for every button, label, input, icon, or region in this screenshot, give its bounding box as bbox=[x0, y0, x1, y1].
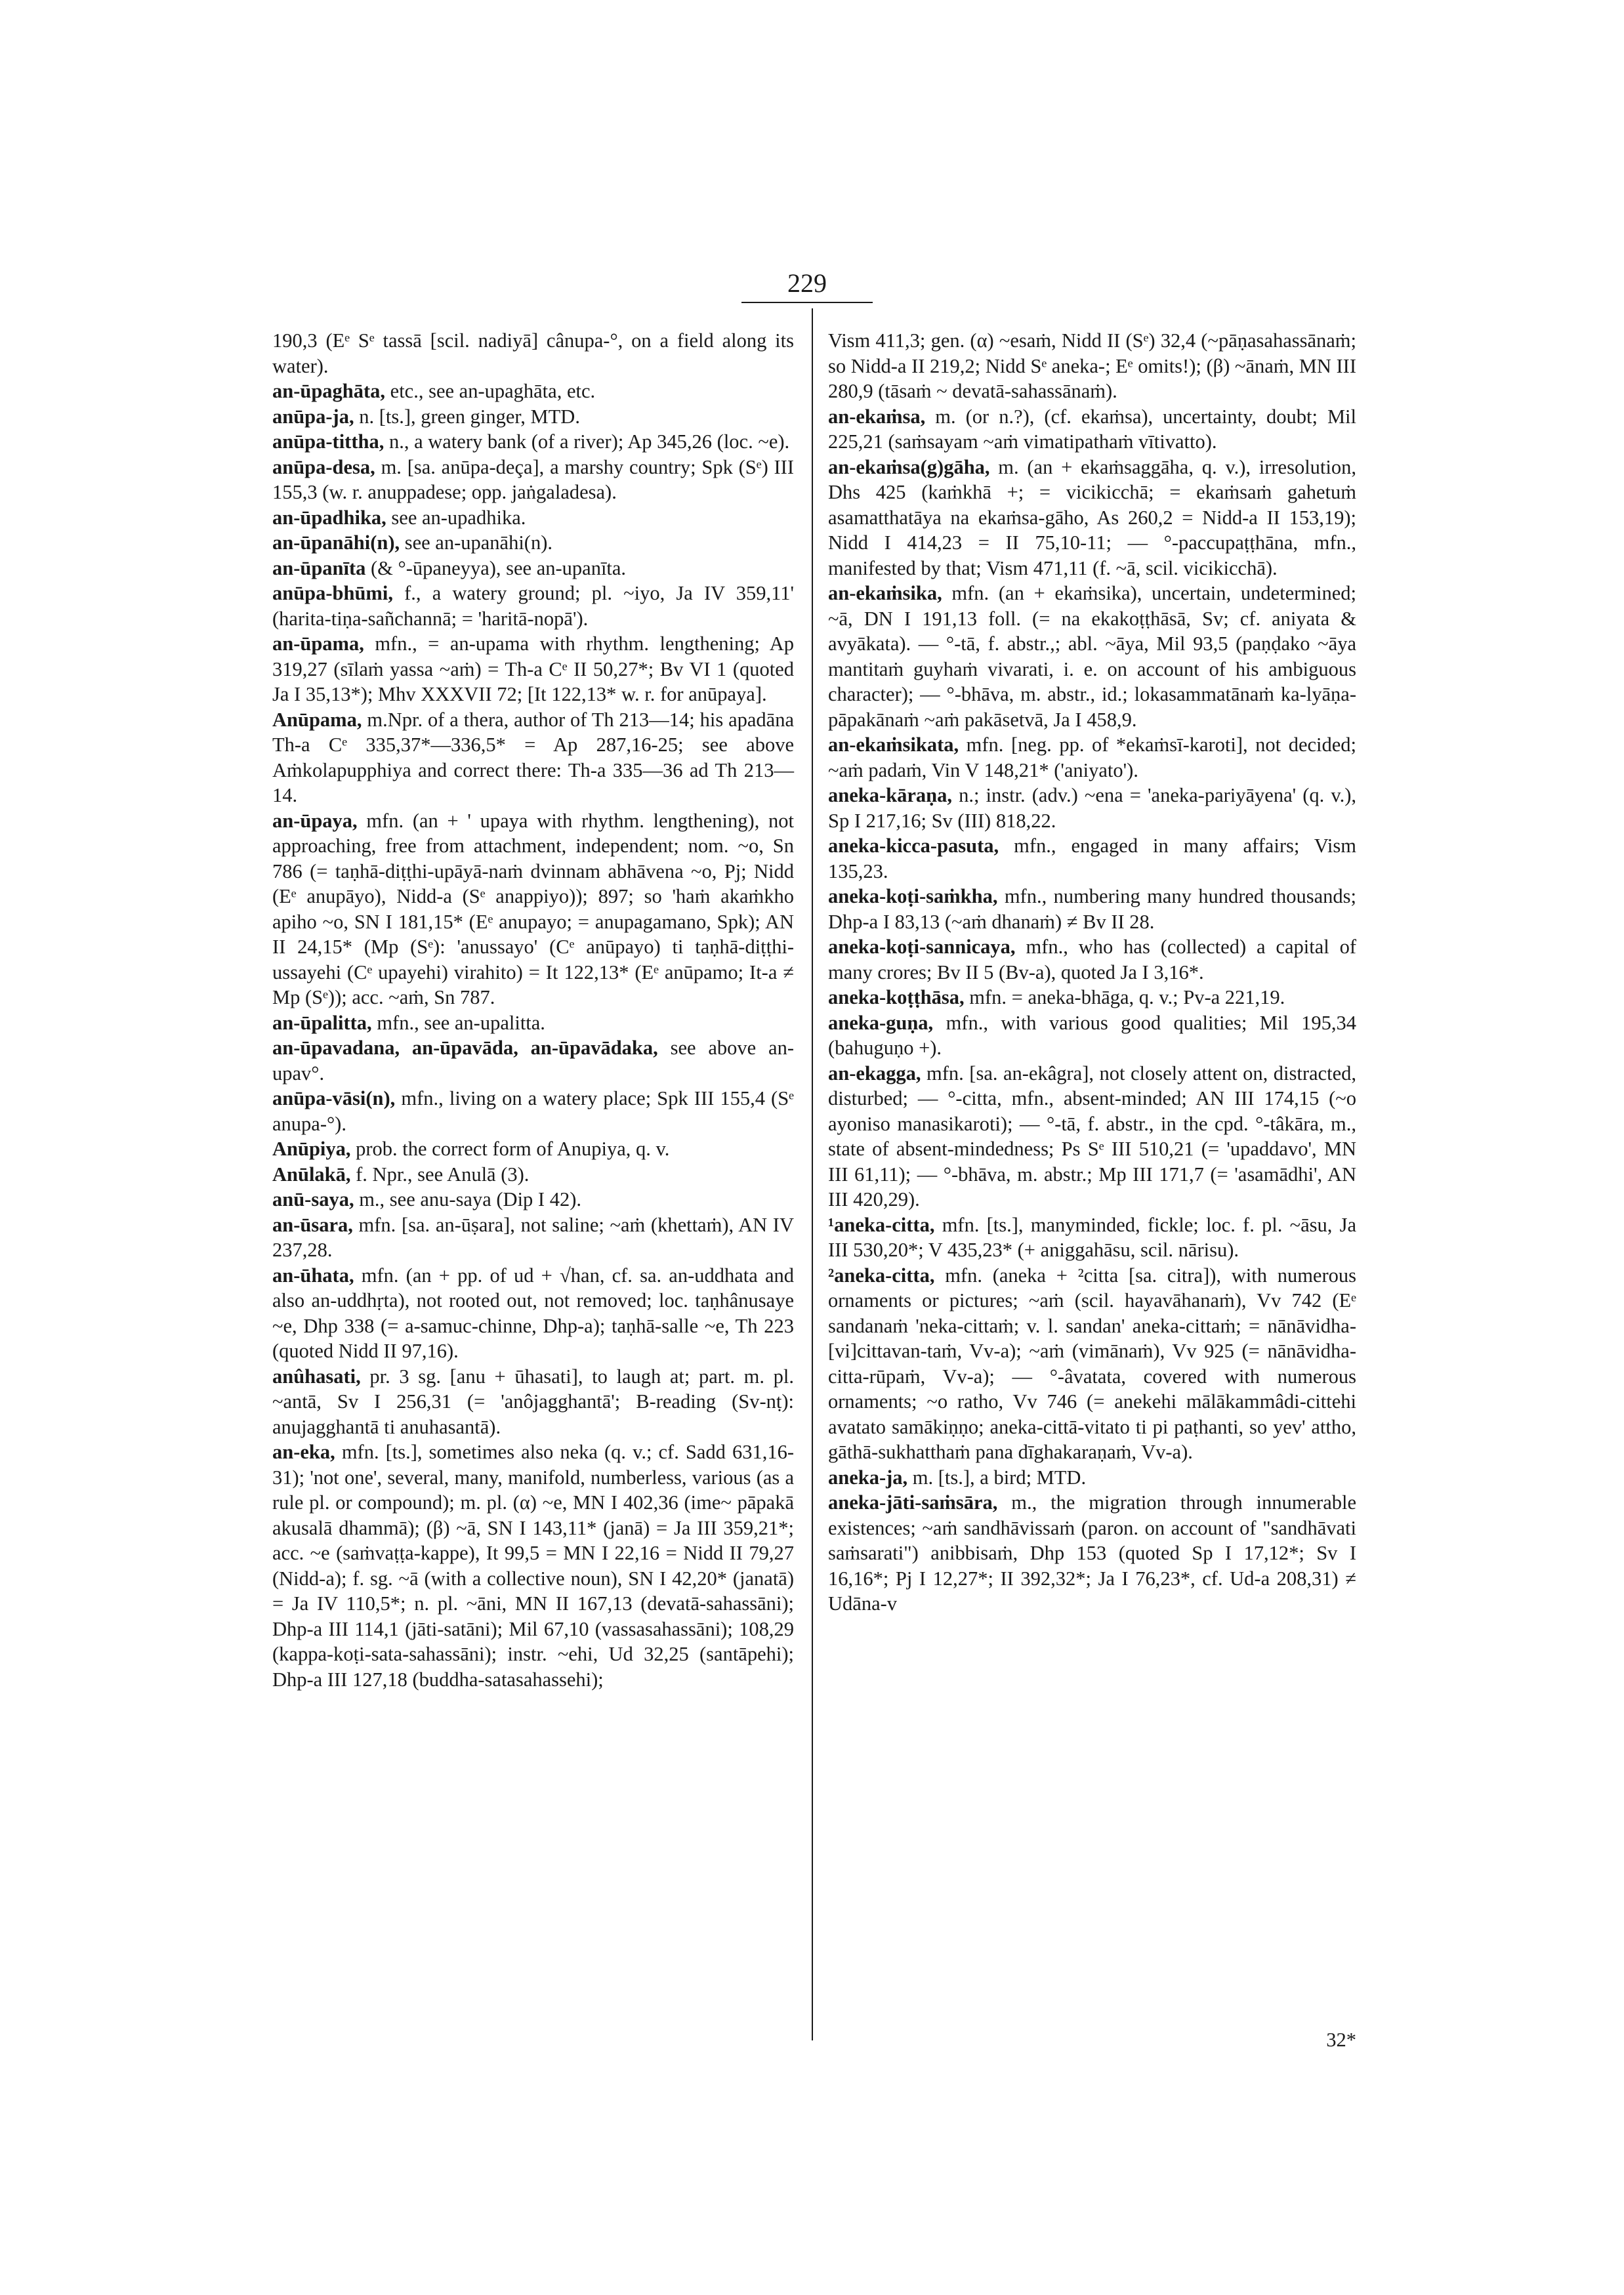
dictionary-entry bbox=[828, 1465, 1356, 1491]
entry-headword: ¹aneka-citta, bbox=[828, 1213, 935, 1236]
entry-headword: an-ekaṁsa, bbox=[828, 405, 926, 428]
entry-headword: an-ūpanāhi(n), bbox=[272, 531, 400, 554]
entry-definition: mfn. (aneka + ²citta [sa. citra]), with numerous ornaments or pictures; ~aṁ (scil. hayavāhanaṁ), Vv 742 (Eᵉ sandanaṁ 'neka-cittaṁ; v. l. sandan' aneka-cittaṁ; = nānāvidha-[vi]cittavan-taṁ, Vv-a); ~aṁ (vimānaṁ), Vv 925 (= nānāvidha-citta-rūpaṁ, Vv-a); — °-âvatata, covered with numerous ornaments; ~o ratho, Vv 746 (= anekehi mālākammâdi-cittehi avatato samākiṇṇo; aneka-cittā-vitato ti pi paṭhanti, so yev' attho, gāthā-sukhatthaṁ pana dīghakaraṇaṁ, Vv-a). bbox=[828, 1264, 1356, 1463]
dictionary-entry bbox=[272, 530, 794, 556]
entry-headword: an-ekaṁsika, bbox=[828, 582, 942, 604]
dictionary-entry bbox=[828, 455, 1356, 581]
entry-headword: aneka-guṇa, bbox=[828, 1011, 934, 1034]
entry-headword: anūpa-ja, bbox=[272, 405, 354, 428]
dictionary-entry bbox=[272, 556, 794, 581]
dictionary-entry bbox=[272, 505, 794, 531]
entry-definition: n. [ts.], green ginger, MTD. bbox=[359, 405, 580, 428]
dictionary-entry bbox=[828, 1212, 1356, 1263]
entry-definition: prob. the correct form of Anupiya, q. v. bbox=[356, 1138, 670, 1160]
dictionary-entry bbox=[828, 985, 1356, 1010]
entry-definition: m., see anu-saya (Dip I 42). bbox=[359, 1188, 581, 1210]
dictionary-entry bbox=[272, 581, 794, 631]
dictionary-entry bbox=[272, 1212, 794, 1263]
entry-definition: n., a watery bank (of a river); Ap 345,26 (loc. ~e). bbox=[388, 430, 790, 453]
entry-headword: an-ūpanīta bbox=[272, 556, 366, 579]
entry-headword: aneka-ja, bbox=[828, 1466, 908, 1489]
dictionary-entry bbox=[828, 1490, 1356, 1617]
entry-headword: aneka-koṭi-sannicaya, bbox=[828, 936, 1016, 958]
entry-headword: aneka-kicca-pasuta, bbox=[828, 835, 999, 857]
dictionary-entry bbox=[272, 631, 794, 707]
entry-definition: see above an-upav°. bbox=[272, 1037, 795, 1085]
dictionary-entry bbox=[272, 1364, 794, 1440]
dictionary-entry bbox=[272, 404, 794, 430]
entry-headword: an-ūhata, bbox=[272, 1264, 354, 1287]
dictionary-entry bbox=[272, 379, 794, 404]
right-entry-list bbox=[828, 404, 1356, 1617]
dictionary-entry bbox=[828, 1263, 1356, 1465]
entry-definition: n.; instr. (adv.) ~ena = 'aneka-pariyāyena' (q. v.), Sp I 217,16; Sv (III) 818,22. bbox=[828, 784, 1356, 832]
entry-definition: mfn., who has (collected) a capital of many crores; Bv II 5 (Bv-a), quoted Ja I 3,16*. bbox=[828, 936, 1357, 983]
column-divider bbox=[812, 308, 813, 2040]
entry-definition: mfn. (an + ' upaya with rhythm. lengthening), not approaching, free from attachment, independent; nom. ~o, Sn 786 (= taṇhā-diṭṭhi-upāyā-naṁ dvinnam abhāvena ~o, Pj; Nidd (Eᵉ anupāyo), Nidd-a (Sᵉ anappiyo)); 897; so 'haṁ akaṁkho apiho ~o, SN I 181,15* (Eᵉ anupayo; = anupagamano, Spk); AN II 24,15* (Mp (Sᵉ): 'anussayo' (Cᵉ anūpayo) ti taṇhā-diṭṭhi-ussayehi (Cᵉ upayehi) virahito) = It 122,13* (Eᵉ anūpamo; It-a ≠ Mp (Sᵉ)); acc. ~aṁ, Sn 787. bbox=[272, 809, 794, 1008]
entry-definition: see an-upanāhi(n). bbox=[404, 531, 552, 554]
entry-headword: anū-saya, bbox=[272, 1188, 354, 1210]
right-column bbox=[828, 328, 1356, 1617]
entry-headword: anūpa-bhūmi, bbox=[272, 582, 393, 604]
dictionary-entry bbox=[828, 934, 1356, 985]
left-column bbox=[272, 328, 794, 1692]
entry-headword: Anūpiya, bbox=[272, 1138, 351, 1160]
dictionary-entry bbox=[828, 581, 1356, 732]
entry-headword: an-ūpaya, bbox=[272, 809, 358, 832]
entry-headword: an-ūpadhika, bbox=[272, 506, 386, 529]
entry-headword: Anūlakā, bbox=[272, 1163, 351, 1186]
entry-headword: an-ekagga, bbox=[828, 1062, 921, 1085]
entry-definition: mfn., see an-upalitta. bbox=[377, 1011, 545, 1034]
dictionary-entry bbox=[272, 1187, 794, 1212]
entry-definition: see an-upadhika. bbox=[391, 506, 526, 529]
entry-headword: aneka-koṭi-saṁkha, bbox=[828, 885, 998, 907]
entry-headword: aneka-koṭṭhāsa, bbox=[828, 986, 965, 1008]
entry-definition: mfn. [sa. an-ūṣara], not saline; ~aṁ (khettaṁ), AN IV 237,28. bbox=[272, 1213, 794, 1261]
dictionary-entry bbox=[272, 1162, 794, 1188]
entry-definition: m.Npr. of a thera, author of Th 213—14; his apadāna Th-a Cᵉ 335,37*—336,5* = Ap 287,16-25; see above Aṁkolapupphiya and correct there: Th-a 335—36 ad Th 213—14. bbox=[272, 708, 795, 806]
header-rule bbox=[741, 302, 873, 303]
entry-definition: mfn. [ts.], sometimes also neka (q. v.; cf. Sadd 631,16-31); 'not one', several, many, manifold, numberless, various (as a rule pl. or compound); m. pl. (α) ~e, MN I 402,36 (ime~ pāpakā akusalā dhammā); (β) ~ā, SN I 143,11* (janā) = Ja III 359,21*; acc. ~e (saṁvaṭṭa-kappe), It 99,5 = MN I 22,16 = Nidd II 79,27 (Nidd-a); f. sg. ~ā (with a collective noun), SN I 42,20* (janatā) = Ja IV 110,5*; n. pl. ~āni, MN II 167,13 (devatā-sahassāni); Dhp-a III 114,1 (jāti-satāni); Mil 67,10 (vassasahassāni); 108,29 (kappa-koṭi-sata-sahassāni); instr. ~ehi, Ud 32,25 (santāpehi); Dhp-a III 127,18 (buddha-satasahassehi); bbox=[272, 1441, 795, 1691]
entry-definition: etc., see an-upaghāta, etc. bbox=[390, 380, 596, 402]
right-column-continuation: Vism 411,3; gen. (α) ~esaṁ, Nidd II (Sᵉ) 32,4 (~pāṇasahassānaṁ; so Nidd-a II 219,2; Nidd Sᵉ aneka-; Eᵉ omits!); (β) ~ānaṁ, MN III 280,9 (tāsaṁ ~ devatā-sahassānaṁ). bbox=[828, 329, 1356, 402]
dictionary-entry bbox=[828, 833, 1356, 884]
entry-definition: mfn. (an + pp. of ud + √han, cf. sa. an-uddhata and also an-uddhṛta), not rooted out, not removed; loc. taṇhânusaye ~e, Dhp 338 (= a-samuc-chinne, Dhp-a); taṇhā-salle ~e, Th 223 (quoted Nidd II 97,16). bbox=[272, 1264, 794, 1362]
dictionary-entry bbox=[272, 1010, 794, 1036]
entry-headword: an-ūpaghāta, bbox=[272, 380, 386, 402]
entry-definition: pr. 3 sg. [anu + ūhasati], to laugh at; part. m. pl. ~antā, Sv I 256,31 (= 'anôjagghantā'; B-reading (Sv-nṭ): anujagghantā ti anuhasantā). bbox=[272, 1365, 795, 1438]
entry-definition: mfn. [ts.], manyminded, fickle; loc. f. pl. ~āsu, Ja III 530,20*; V 435,23* (+ aniggahāsu, scil. nārisu). bbox=[828, 1213, 1356, 1261]
footer-reference: 32* bbox=[1326, 2029, 1356, 2051]
entry-headword: anūpa-desa, bbox=[272, 455, 375, 478]
entry-headword: an-ūsara, bbox=[272, 1213, 353, 1236]
entry-headword: an-ekaṁsikata, bbox=[828, 734, 959, 756]
entry-definition: f., a watery ground; pl. ~iyo, Ja IV 359,11' (harita-tiṇa-sañchannā; = 'haritā-nopā'). bbox=[272, 582, 794, 630]
entry-headword: anûhasati, bbox=[272, 1365, 361, 1388]
dictionary-entry bbox=[272, 1439, 794, 1692]
entry-definition: mfn., living on a watery place; Spk III 155,4 (Sᵉ anupa-°). bbox=[272, 1087, 794, 1135]
entry-definition: mfn., engaged in many affairs; Vism 135,23. bbox=[828, 835, 1357, 882]
entry-definition: m. [sa. anūpa-deça], a marshy country; Spk (Sᵉ) III 155,3 (w. r. anuppadese; opp. jaṅgaladesa). bbox=[272, 455, 794, 503]
dictionary-entry bbox=[828, 732, 1356, 783]
left-entry-list bbox=[272, 379, 794, 1692]
entry-definition: m. (an + ekaṁsaggāha, q. v.), irresolution, Dhs 425 (kaṁkhā +; = vicikicchā; = ekaṁsaṁ gahetuṁ asamatthatāya na ekaṁsa-gāho, As 260,2 = Nidd-a II 153,19); Nidd I 414,23 = II 75,10-11; — °-paccupaṭṭhāna, mfn., manifested by that; Vism 471,11 (f. ~ā, scil. vicikicchā). bbox=[828, 455, 1356, 579]
entry-headword: ²aneka-citta, bbox=[828, 1264, 935, 1287]
dictionary-entry bbox=[272, 455, 794, 505]
left-column-continuation: 190,3 (Eᵉ Sᵉ tassā [scil. nadiyā] cânupa-°, on a field along its water). bbox=[272, 329, 794, 377]
entry-definition: mfn. [neg. pp. of *ekaṁsī-karoti], not decided; ~aṁ padaṁ, Vin V 148,21* ('aniyato'). bbox=[828, 734, 1356, 781]
entry-definition: m., the migration through innumerable existences; ~aṁ sandhāvissaṁ (paron. on account of "sandhāvati saṁsarati") anibbisaṁ, Dhp 153 (quoted Sp I 17,12*; Sv I 16,16*; Pj I 12,27*; II 392,32*; Ja I 76,23*, cf. Ud-a 208,31) ≠ Udāna-v bbox=[828, 1491, 1357, 1615]
dictionary-entry bbox=[828, 1061, 1356, 1212]
dictionary-entry bbox=[272, 1263, 794, 1364]
entry-definition: f. Npr., see Anulā (3). bbox=[356, 1163, 530, 1186]
page-number: 229 bbox=[787, 268, 827, 298]
dictionary-entry bbox=[272, 707, 794, 808]
entry-definition: mfn., with various good qualities; Mil 195,34 (bahuguṇo +). bbox=[828, 1011, 1357, 1059]
entry-definition: mfn. (an + ekaṁsika), uncertain, undetermined; ~ā, DN I 191,13 foll. (= na ekakoṭṭhāsā, Sv; cf. aniyata & avyākata). — °-tā, f. abstr.,; abl. ~āya, Mil 93,5 (paṇḍako ~āya mantitaṁ guyhaṁ vivarati, i. e. on account of his ambiguous character); — °-bhāva, m. abstr., id.; lokasammatānaṁ ka-lyāṇa-pāpakānaṁ ~aṁ pakāsetvā, Ja I 458,9. bbox=[828, 582, 1357, 731]
entry-headword: aneka-jāti-saṁsāra, bbox=[828, 1491, 998, 1514]
entry-definition: mfn. [sa. an-ekâgra], not closely attent on, distracted, disturbed; — °-citta, mfn., absent-minded; AN III 174,15 (~o ayoniso manasikaroti); — °-tā, f. abstr., in the cpd. °-tâkāra, m., state of absent-mindedness; Ps Sᵉ III 510,21 (= 'upaddavo', MN III 61,11); — °-bhāva, m. abstr.; Mp III 171,7 (= 'asamādhi', AN III 420,29). bbox=[828, 1062, 1356, 1210]
entry-headword: an-ūpavadana, an-ūpavāda, an-ūpavādaka, bbox=[272, 1037, 658, 1059]
entry-definition: m. (or n.?), (cf. ekaṁsa), uncertainty, doubt; Mil 225,21 (saṁsayam ~aṁ vimatipathaṁ vītivatto). bbox=[828, 405, 1357, 453]
dictionary-entry bbox=[272, 1086, 794, 1136]
entry-headword: anūpa-tittha, bbox=[272, 430, 385, 453]
entry-definition: (& °-ūpaneyya), see an-upanīta. bbox=[371, 556, 627, 579]
entry-headword: aneka-kāraṇa, bbox=[828, 784, 952, 806]
dictionary-entry bbox=[272, 429, 794, 455]
dictionary-entry bbox=[272, 808, 794, 1010]
dictionary-entry bbox=[828, 884, 1356, 934]
entry-headword: an-ekaṁsa(g)gāha, bbox=[828, 455, 990, 478]
dictionary-entry bbox=[828, 404, 1356, 455]
dictionary-entry bbox=[828, 783, 1356, 833]
entry-definition: mfn., numbering many hundred thousands; Dhp-a I 83,13 (~aṁ dhanaṁ) ≠ Bv II 28. bbox=[828, 885, 1357, 933]
entry-definition: mfn. = aneka-bhāga, q. v.; Pv-a 221,19. bbox=[969, 986, 1285, 1008]
entry-headword: Anūpama, bbox=[272, 708, 362, 731]
dictionary-entry bbox=[272, 1035, 794, 1086]
entry-definition: m. [ts.], a bird; MTD. bbox=[912, 1466, 1087, 1489]
dictionary-entry bbox=[272, 1136, 794, 1162]
entry-headword: an-ūpama, bbox=[272, 632, 364, 655]
entry-headword: an-ūpalitta, bbox=[272, 1011, 372, 1034]
entry-definition: mfn., = an-upama with rhythm. lengthening; Ap 319,27 (sīlaṁ yassa ~aṁ) = Th-a Cᵉ II 50,27*; Bv VI 1 (quoted Ja I 35,13*); Mhv XXXVII 72; [It 122,13* w. r. for anūpaya]. bbox=[272, 632, 795, 705]
entry-headword: anūpa-vāsi(n), bbox=[272, 1087, 396, 1109]
entry-headword: an-eka, bbox=[272, 1441, 335, 1463]
dictionary-entry bbox=[828, 1010, 1356, 1061]
